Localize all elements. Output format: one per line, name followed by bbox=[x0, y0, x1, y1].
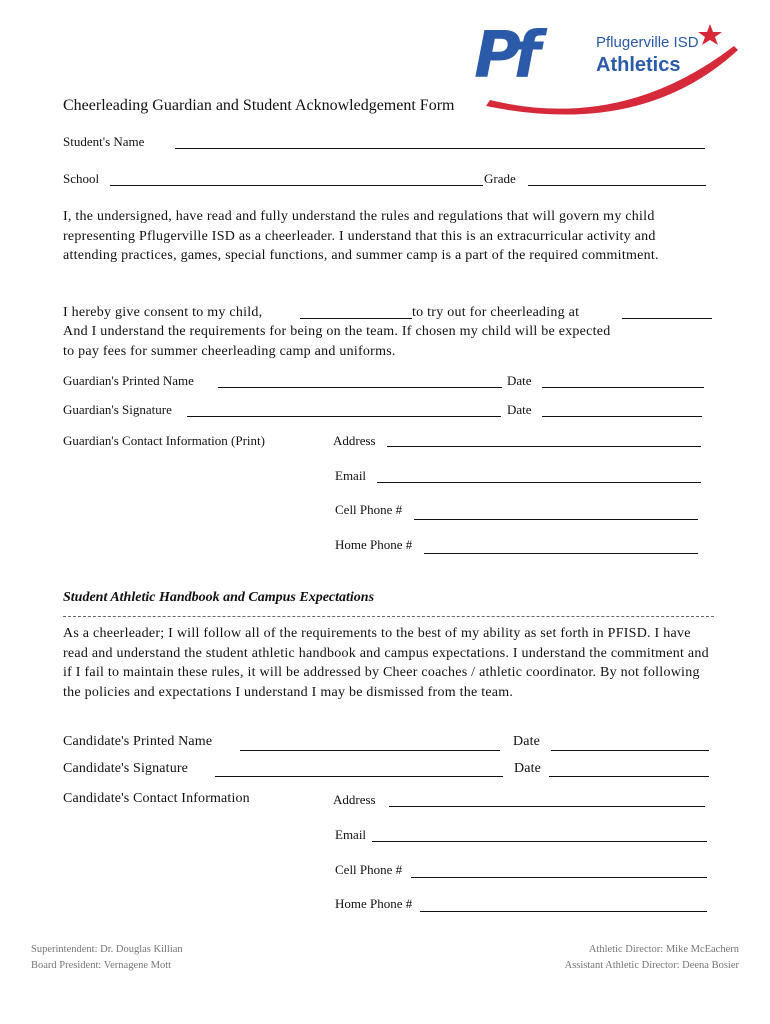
assistant-director-text: Assistant Athletic Director: Deena Bosier bbox=[564, 960, 739, 971]
candidate-signature-date-label: Date bbox=[514, 761, 542, 776]
consent-text-part2: to try out for cheerleading at bbox=[412, 305, 580, 320]
school-label: School bbox=[63, 171, 100, 186]
guardian-signature-date-label: Date bbox=[507, 402, 532, 417]
grade-label: Grade bbox=[484, 171, 516, 186]
district-logo bbox=[472, 20, 752, 116]
student-name-label: Student's Name bbox=[63, 134, 145, 149]
section-title-handbook: Student Athletic Handbook and Campus Expectations bbox=[63, 590, 375, 605]
footer-right bbox=[565, 942, 739, 974]
guardian-email-field[interactable] bbox=[377, 482, 701, 483]
candidate-cell-label: Cell Phone # bbox=[335, 862, 403, 877]
candidate-home-field[interactable] bbox=[420, 911, 707, 912]
school-tryout-field[interactable] bbox=[622, 318, 712, 319]
guardian-signature-date-field[interactable] bbox=[542, 416, 702, 417]
grade-field[interactable] bbox=[528, 185, 706, 186]
candidate-date-field[interactable] bbox=[551, 750, 709, 751]
guardian-cell-label: Cell Phone # bbox=[335, 502, 403, 517]
candidate-signature-field[interactable] bbox=[215, 776, 503, 777]
candidate-contact-label: Candidate's Contact Information bbox=[63, 791, 250, 806]
child-name-field[interactable] bbox=[300, 318, 412, 319]
guardian-date-label: Date bbox=[507, 373, 532, 388]
guardian-cell-field[interactable] bbox=[414, 519, 698, 520]
logo-district-name: Pflugerville ISD bbox=[596, 34, 699, 51]
candidate-home-label: Home Phone # bbox=[335, 896, 413, 911]
candidate-cell-field[interactable] bbox=[411, 877, 707, 878]
consent-text-line2: And I understand the requirements for being on the team. If chosen my child will be expected bbox=[63, 324, 611, 339]
guardian-home-field[interactable] bbox=[424, 553, 698, 554]
candidate-email-field[interactable] bbox=[372, 841, 707, 842]
guardian-address-field[interactable] bbox=[387, 446, 701, 447]
candidate-printed-name-label: Candidate's Printed Name bbox=[63, 734, 213, 749]
candidate-address-label: Address bbox=[333, 792, 376, 807]
guardian-signature-field[interactable] bbox=[187, 416, 501, 417]
guardian-date-field[interactable] bbox=[542, 387, 704, 388]
superintendent-text: Superintendent: Dr. Douglas Killian bbox=[31, 944, 183, 955]
guardian-printed-name-field[interactable] bbox=[218, 387, 502, 388]
guardian-address-label: Address bbox=[333, 433, 376, 448]
guardian-home-label: Home Phone # bbox=[335, 537, 413, 552]
logo-department: Athletics bbox=[596, 54, 681, 76]
candidate-signature-label: Candidate's Signature bbox=[63, 761, 189, 776]
consent-text-part1: I hereby give consent to my child, bbox=[63, 305, 263, 320]
form-title: Cheerleading Guardian and Student Acknowledgement Form bbox=[63, 97, 455, 114]
footer-left bbox=[31, 942, 183, 974]
candidate-email-label: Email bbox=[335, 827, 367, 842]
expectations-paragraph: As a cheerleader; I will follow all of the requirements to the best of my ability as set forth in PFISD. I have read and understand the student athletic handbook and campus expectations. I understand the commitment and if I fail to maintain these rules, it will be addressed by Cheer coaches / athletic coordinator. By not following the policies and expectations I understand I may be dismissed from the team. bbox=[63, 626, 709, 700]
candidate-signature-date-field[interactable] bbox=[549, 776, 709, 777]
guardian-contact-label: Guardian's Contact Information (Print) bbox=[63, 433, 265, 448]
guardian-signature-label: Guardian's Signature bbox=[63, 402, 172, 417]
athletic-director-text: Athletic Director: Mike McEachern bbox=[588, 944, 739, 955]
section-divider bbox=[63, 616, 714, 617]
logo-monogram: Pf bbox=[474, 19, 533, 93]
acknowledgement-paragraph: I, the undersigned, have read and fully understand the rules and regulations that will govern my child representing Pflugerville ISD as a cheerleader. I understand that this is an extracurricular activity and attending practices, games, special functions, and summer camp is a part of the required commitment. bbox=[63, 209, 659, 263]
guardian-email-label: Email bbox=[335, 468, 367, 483]
consent-text-line3: to pay fees for summer cheerleading camp and uniforms. bbox=[63, 344, 396, 359]
candidate-address-field[interactable] bbox=[389, 806, 705, 807]
student-name-field[interactable] bbox=[175, 148, 705, 149]
guardian-printed-name-label: Guardian's Printed Name bbox=[63, 373, 194, 388]
candidate-printed-name-field[interactable] bbox=[240, 750, 500, 751]
school-field[interactable] bbox=[110, 185, 483, 186]
board-president-text: Board President: Vernagene Mott bbox=[31, 960, 172, 971]
candidate-date-label: Date bbox=[513, 734, 541, 749]
